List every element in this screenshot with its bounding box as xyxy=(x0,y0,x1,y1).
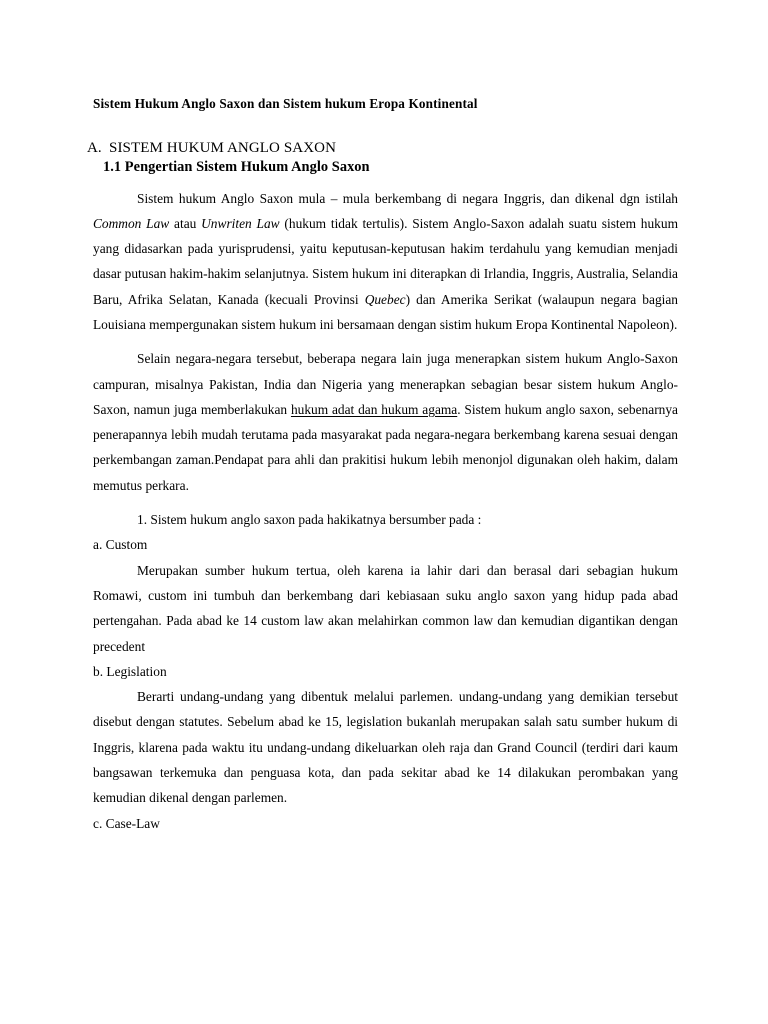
section-a-marker: A. xyxy=(87,139,102,156)
document-content xyxy=(87,96,678,836)
term-quebec: Quebec xyxy=(364,291,406,307)
term-common-law: Common Law xyxy=(93,215,170,231)
paragraph-2-text-a: Selain negara-negara tersebut, beberapa negara lain juga menerapkan sistem hukum Anglo-Saxon campuran, misalnya Pakistan, India dan Nigeria yang menerapkan sebagian besar sistem hukum Anglo-Saxon, namun juga memberlakukan xyxy=(93,351,678,417)
paragraph-2-text-b: . Sistem hukum anglo saxon, sebenarnya penerapannya lebih mudah terutama pada masyarakat pada negara-negara berkembang karena sesuai dengan perkembangan zaman.Pendapat para ahli dan prakitisi hukum lebih menonjol digunakan oleh hakim, dalam memutus perkara. xyxy=(93,401,678,493)
paragraph-2 xyxy=(93,346,678,498)
paragraph-1-text-c: (hukum tidak tertulis). Sistem Anglo-Saxon adalah suatu sistem hukum yang didasarkan pada yurisprudensi, yaitu keputusan-keputusan hakim terdahulu yang kemudian menjadi dasar putusan hakim-hakim selanjutnya. Sistem hukum ini diterapkan di Irlandia, Inggris, Australia, Selandia Baru, Afrika Selatan, Kanada (kecuali Provinsi xyxy=(93,215,678,307)
paragraph-1-text-b: atau xyxy=(169,215,202,231)
list-item-a-body: Merupakan sumber hukum tertua, oleh karena ia lahir dari dan berasal dari sebagian hukum Romawi, custom ini tumbuh dan berkembang dari kebiasaan suku anglo saxon yang hidup pada abad pertengahan. Pada abad ke 14 custom law akan melahirkan common law dan kemudian digantikan dengan precedent xyxy=(93,562,678,654)
paragraph-1-text-d: ) dan Amerika Serikat (walaupun negara bagian Louisiana mempergunakan sistem hukum ini bersamaan dengan sistim hukum Eropa Kontinental Napoleon). xyxy=(93,291,678,332)
term-unwriten-law: Unwriten Law xyxy=(201,215,280,231)
list-item-b-body: Berarti undang-undang yang dibentuk melalui parlemen. undang-undang yang demikian tersebut disebut dengan statutes. Sebelum abad ke 15, legislation bukanlah merupakan salah satu sumber hukum di Inggris, klarena pada waktu itu undang-undang dikeluarkan oleh raja dan Grand Council (terdiri dari kaum bangsawan terkemuka dan penguasa kota, dan pada sekitar abad ke 14 dilakukan perombakan yang kemudian dikenal dengan parlemen. xyxy=(93,689,678,806)
paragraph-1 xyxy=(93,186,678,338)
page-title: Sistem Hukum Anglo Saxon dan Sistem hukum Eropa Kontinental xyxy=(93,96,478,111)
section-subheading: 1.1 Pengertian Sistem Hukum Anglo Saxon xyxy=(103,158,370,175)
list-item-b-label: b. Legislation xyxy=(93,663,167,679)
underlined-phrase-hukum-adat: hukum adat dan hukum agama xyxy=(290,401,458,417)
list-item-c-label: c. Case-Law xyxy=(93,815,160,831)
section-a-title: SISTEM HUKUM ANGLO SAXON xyxy=(109,139,336,156)
paragraph-1-text-a: Sistem hukum Anglo Saxon mula – mula berkembang di negara Inggris, dan dikenal dgn istilah xyxy=(137,190,678,206)
list-intro: 1. Sistem hukum anglo saxon pada hakikatnya bersumber pada : xyxy=(137,512,482,528)
section-a-heading xyxy=(87,139,678,157)
list-item-a-label: a. Custom xyxy=(93,537,148,553)
